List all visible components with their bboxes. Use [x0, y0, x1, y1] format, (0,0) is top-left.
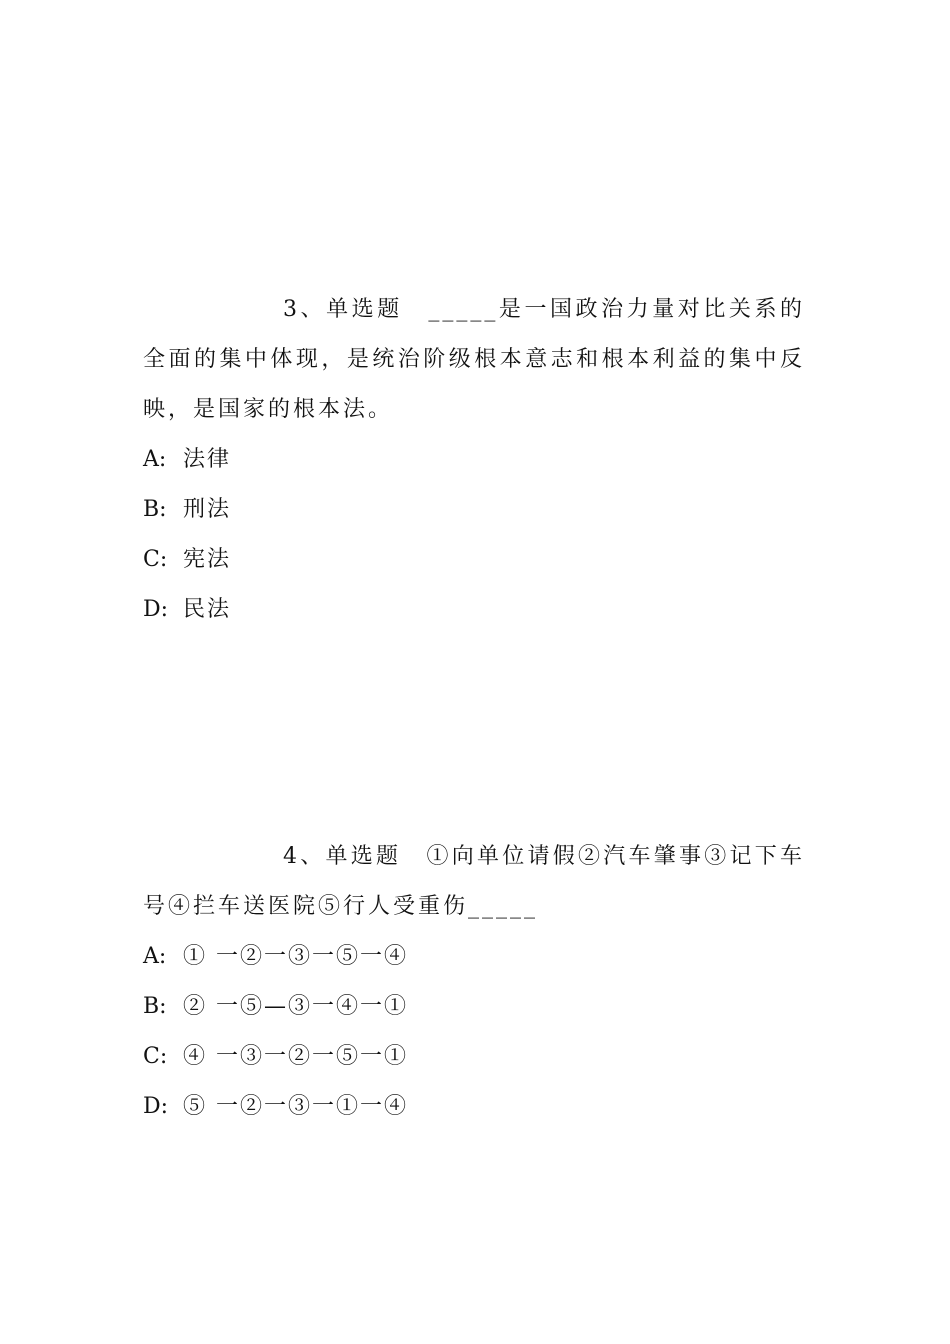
question-stem: 4、单选题 ①向单位请假②汽车肇事③记下车号④拦车送医院⑤行人受重伤_____ [143, 844, 805, 919]
option-text: 法律 [183, 447, 232, 472]
option-d[interactable] [143, 585, 805, 635]
option-letter: C: [143, 1044, 168, 1069]
option-letter: C: [143, 547, 168, 572]
option-list [143, 435, 805, 635]
option-text: ① 一②一③一⑤一④ [183, 944, 408, 969]
option-b[interactable] [143, 982, 805, 1032]
option-text: 刑法 [183, 497, 232, 522]
option-c[interactable] [143, 535, 805, 585]
option-a[interactable] [143, 932, 805, 982]
option-c[interactable] [143, 1032, 805, 1082]
option-b[interactable] [143, 485, 805, 535]
option-d[interactable] [143, 1082, 805, 1132]
question-4 [143, 832, 805, 1132]
option-letter: A: [143, 944, 167, 969]
question-3 [143, 285, 805, 635]
option-text: ⑤ 一②一③一①一④ [183, 1094, 408, 1119]
option-letter: D: [143, 1094, 169, 1119]
option-list [143, 932, 805, 1132]
option-text: ② 一⑤—③一④一① [183, 994, 408, 1019]
option-letter: A: [143, 447, 167, 472]
option-text: 宪法 [183, 547, 232, 572]
option-letter: B: [143, 497, 167, 522]
option-letter: B: [143, 994, 167, 1019]
option-text: 民法 [183, 597, 232, 622]
option-letter: D: [143, 597, 169, 622]
option-text: ④ 一③一②一⑤一① [183, 1044, 408, 1069]
option-a[interactable] [143, 435, 805, 485]
question-stem: 3、单选题 _____是一国政治力量对比关系的全面的集中体现，是统治阶级根本意志和根本利益的集中反映，是国家的根本法。 [143, 297, 805, 422]
